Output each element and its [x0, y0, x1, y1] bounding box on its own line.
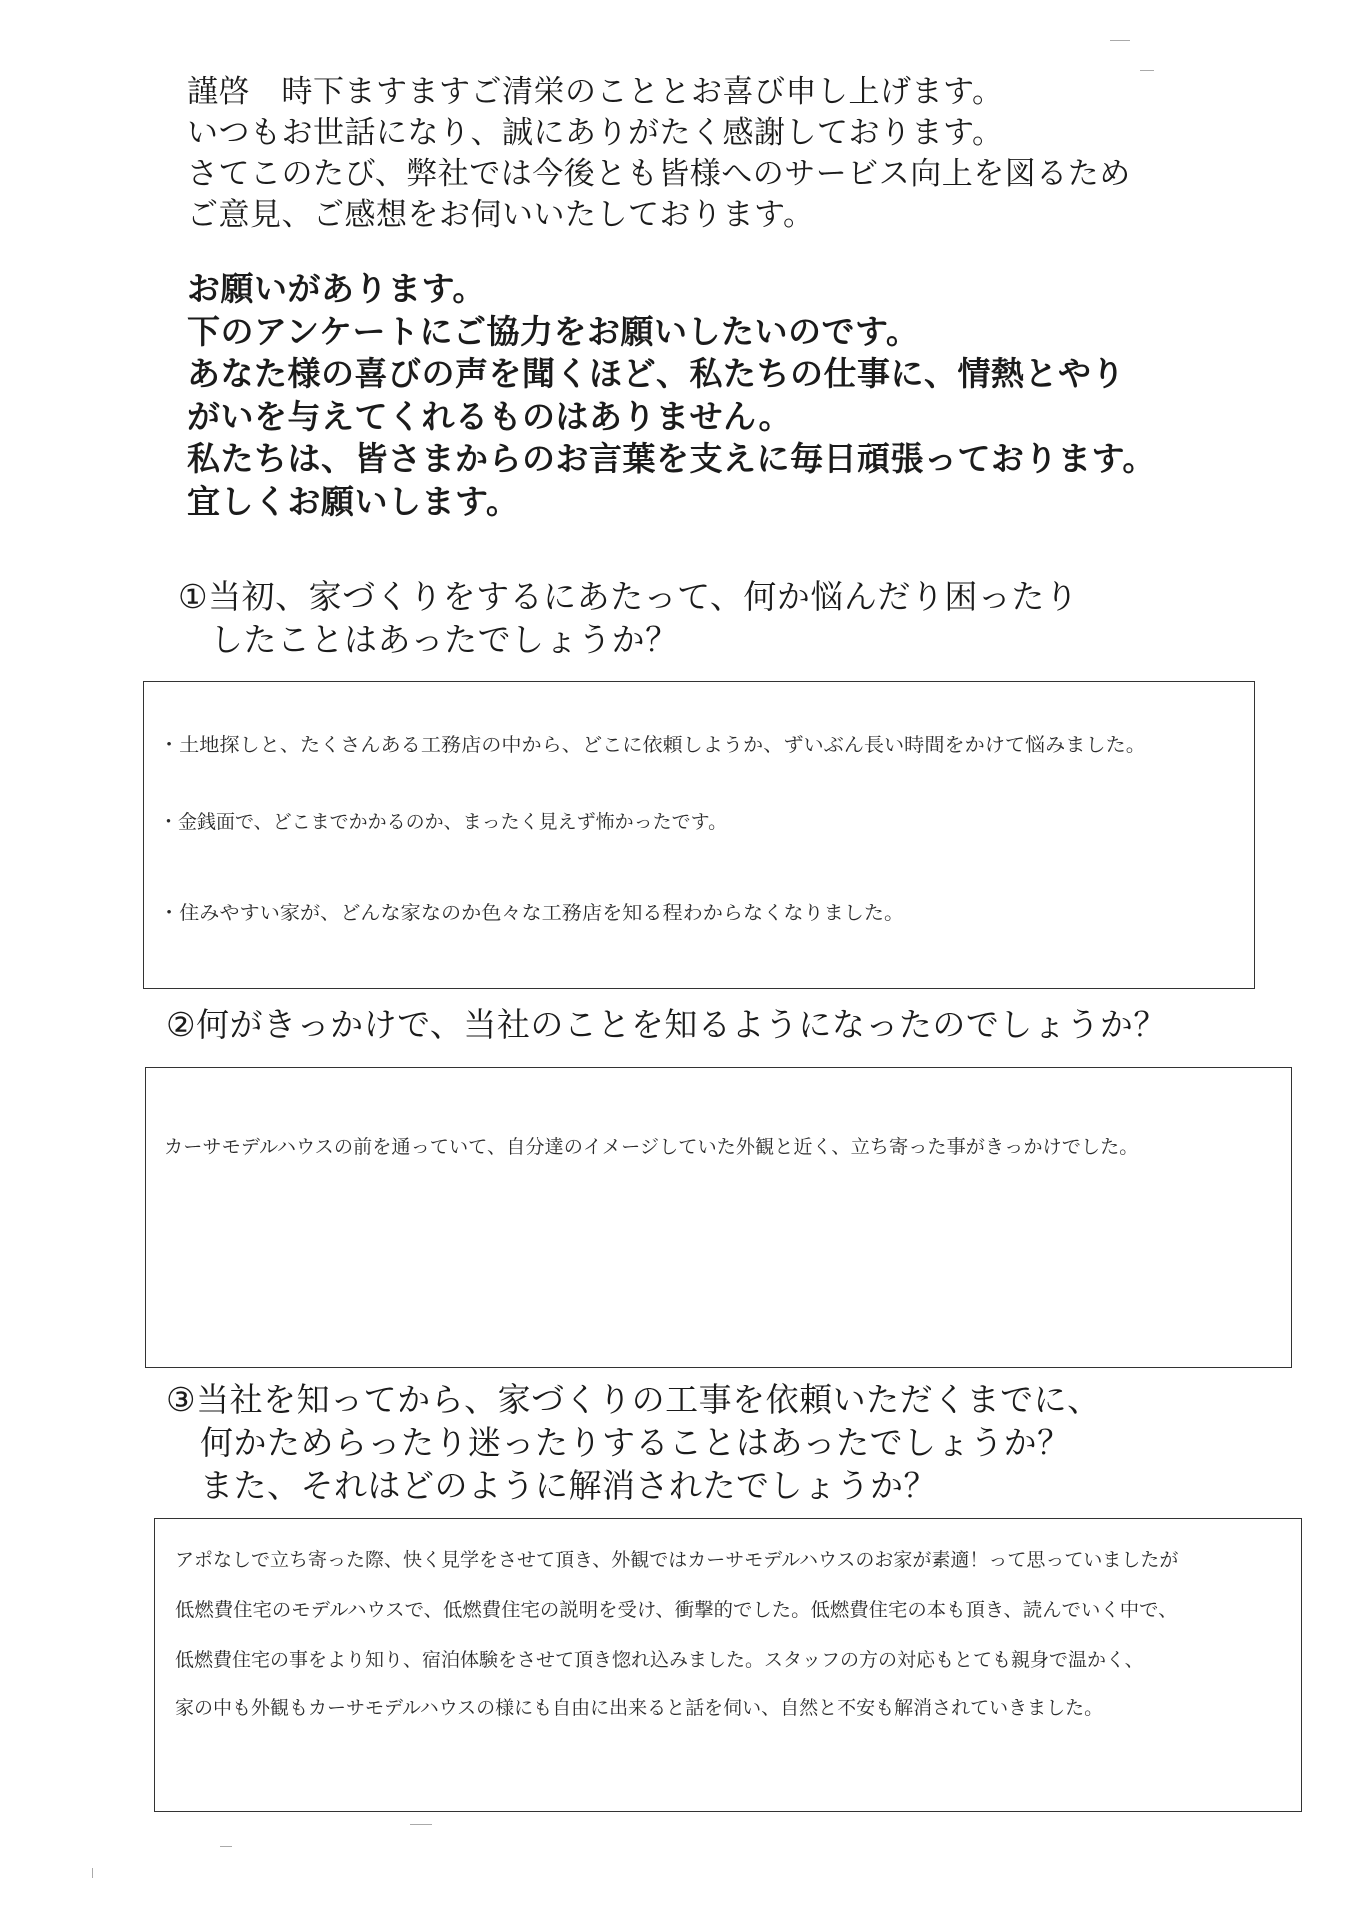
greeting-line: いつもお世話になり、誠にありがたく感謝しております。: [187, 115, 1004, 151]
question-3-line: ③当社を知ってから、家づくりの工事を依頼いただくまでに、: [166, 1380, 1101, 1419]
request-line: 私たちは、皆さまからのお言葉を支えに毎日頑張っております。: [187, 439, 1156, 478]
handwritten-answer-line: 低燃費住宅の事をより知り、宿泊体験をさせて頂き惚れ込みました。スタッフの方の対応もとても親身で温かく、: [175, 1649, 1144, 1671]
answer-box-2: [145, 1067, 1292, 1368]
handwritten-answer-line: ・住みやすい家が、どんな家なのか色々な工務店を知る程わからなくなりました。: [159, 902, 905, 924]
scan-speck: [410, 1824, 432, 1825]
request-line: お願いがあります。: [187, 269, 486, 308]
handwritten-answer-line: 低燃費住宅のモデルハウスで、低燃費住宅の説明を受け、衝撃的でした。低燃費住宅の本も頂き、読んでいく中で、: [175, 1599, 1178, 1621]
question-1-line: ①当初、家づくりをするにあたって、何か悩んだり困ったり: [178, 577, 1079, 616]
handwritten-answer-line: カーサモデルハウスの前を通っていて、自分達のイメージしていた外観と近く、立ち寄った事がきっかけでした。: [164, 1136, 1139, 1158]
question-1-line: したことはあったでしょうか？: [210, 620, 679, 659]
question-2: [166, 1003, 1167, 1046]
question-3: [166, 1378, 1101, 1507]
request-paragraph: [187, 268, 1237, 523]
handwritten-answer-line: 家の中も外観もカーサモデルハウスの様にも自由に出来ると話を伺い、自然と不安も解消されていきました。: [175, 1697, 1104, 1719]
greeting-paragraph: [187, 72, 1187, 236]
request-line: がいを与えてくれるものはありません。: [187, 396, 792, 436]
request-line: あなた様の喜びの声を聞くほど、私たちの仕事に、情熱とやり: [187, 354, 1125, 393]
scan-speck: [220, 1846, 232, 1847]
question-3-line: また、それはどのように解消されたでしょうか？: [200, 1466, 937, 1505]
greeting-line: 謹啓 時下ますますご清栄のこととお喜び申し上げます。: [187, 74, 1004, 110]
scan-speck: [92, 1868, 93, 1878]
greeting-line: さてこのたび、弊社では今後とも皆様へのサービス向上を図るため: [187, 156, 1131, 192]
scan-speck: [1110, 40, 1130, 41]
scan-speck: [1140, 70, 1154, 71]
question-3-line: 何かためらったり迷ったりすることはあったでしょうか？: [200, 1423, 1071, 1462]
answer-box-1: [143, 681, 1255, 989]
question-1: [178, 575, 1078, 661]
handwritten-answer-line: ・金銭面で、どこまでかかるのか、まったく見えず怖かったです。: [159, 811, 728, 833]
greeting-line: ご意見、ご感想をお伺いいたしております。: [187, 197, 815, 233]
answer-box-3: [154, 1518, 1302, 1812]
handwritten-answer-line: ・土地探しと、たくさんある工務店の中から、どこに依頼しようか、ずいぶん長い時間をかけて悩みました。: [159, 734, 1146, 756]
question-2-line: ②何がきっかけで、当社のことを知るようになったのでしょうか？: [166, 1005, 1167, 1044]
request-line: 下のアンケートにご協力をお願いしたいのです。: [187, 311, 920, 351]
request-line: 宜しくお願いします。: [187, 481, 520, 521]
handwritten-answer-line: アポなしで立ち寄った際、快く見学をさせて頂き、外観ではカーサモデルハウスのお家が素適！って思っていましたが: [175, 1549, 1179, 1571]
